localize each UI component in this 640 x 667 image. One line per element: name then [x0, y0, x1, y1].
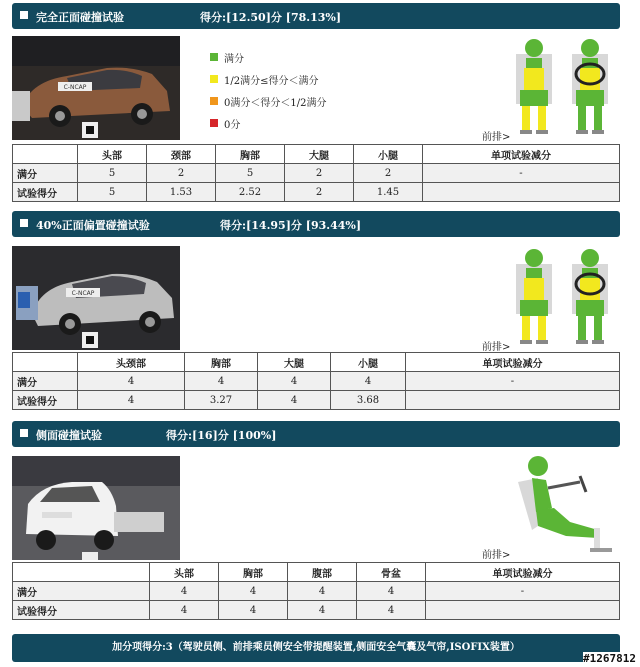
bonus-bar: 加分项得分:3（驾驶员侧、前排乘员侧安全带提醒装置,侧面安全气囊及气帘,ISOFIX装置）	[12, 634, 620, 662]
legend-item: 1/2满分≤得分＜满分	[210, 68, 326, 90]
square-icon	[20, 219, 28, 227]
offset-dummy-figures	[510, 246, 620, 350]
table-header-row: 头部 颈部 胸部 大腿 小腿 单项试验减分	[13, 145, 620, 164]
legend-item: 满分	[210, 46, 326, 68]
table-header-row: 头部 胸部 腹部 骨盆 单项试验减分	[13, 563, 620, 582]
table-row: 满分 4 4 4 4 -	[13, 372, 620, 391]
frontal-crash-photo	[12, 36, 180, 140]
side-dummy-figure	[508, 452, 618, 556]
section-2-table	[12, 352, 620, 410]
svg-text:C-NCAP: C-NCAP	[71, 290, 95, 297]
legend-item: 0分	[210, 112, 326, 134]
offset-crash-photo	[12, 246, 180, 350]
front-row-label: 前排>	[482, 550, 511, 561]
photo-label: C-NCAP	[63, 84, 87, 91]
table-row: 试验得分 5 1.53 2.52 2 1.45	[13, 183, 620, 202]
square-icon	[20, 429, 28, 437]
table-header-row: 头颈部 胸部 大腿 小腿 单项试验减分	[13, 353, 620, 372]
section-3-title: 侧面碰撞试验	[36, 429, 102, 442]
front-row-label: 前排>	[482, 132, 511, 143]
watermark: #1267812	[583, 652, 636, 665]
front-row-label: 前排>	[482, 342, 511, 353]
square-icon	[20, 11, 28, 19]
section-2-title: 40%正面偏置碰撞试验	[36, 219, 150, 232]
frontal-dummy-figures	[510, 36, 620, 142]
legend	[210, 46, 326, 134]
table-row: 满分 4 4 4 4 -	[13, 582, 620, 601]
table-row: 试验得分 4 4 4 4	[13, 601, 620, 620]
section-3-table	[12, 562, 620, 620]
section-3-header	[12, 421, 620, 447]
table-row: 试验得分 4 3.27 4 3.68	[13, 391, 620, 410]
section-1-header	[12, 3, 620, 29]
section-2-header	[12, 211, 620, 237]
legend-item: 0满分＜得分＜1/2满分	[210, 90, 326, 112]
section-1-table	[12, 144, 620, 202]
section-2-score: 得分:[14.95]分 [93.44%]	[220, 219, 362, 232]
section-1-title: 完全正面碰撞试验	[36, 11, 124, 24]
table-row: 满分 5 2 5 2 2 -	[13, 164, 620, 183]
side-crash-photo	[12, 456, 180, 560]
section-1-score: 得分:[12.50]分 [78.13%]	[200, 11, 342, 24]
section-3-score: 得分:[16]分 [100%]	[166, 429, 277, 442]
